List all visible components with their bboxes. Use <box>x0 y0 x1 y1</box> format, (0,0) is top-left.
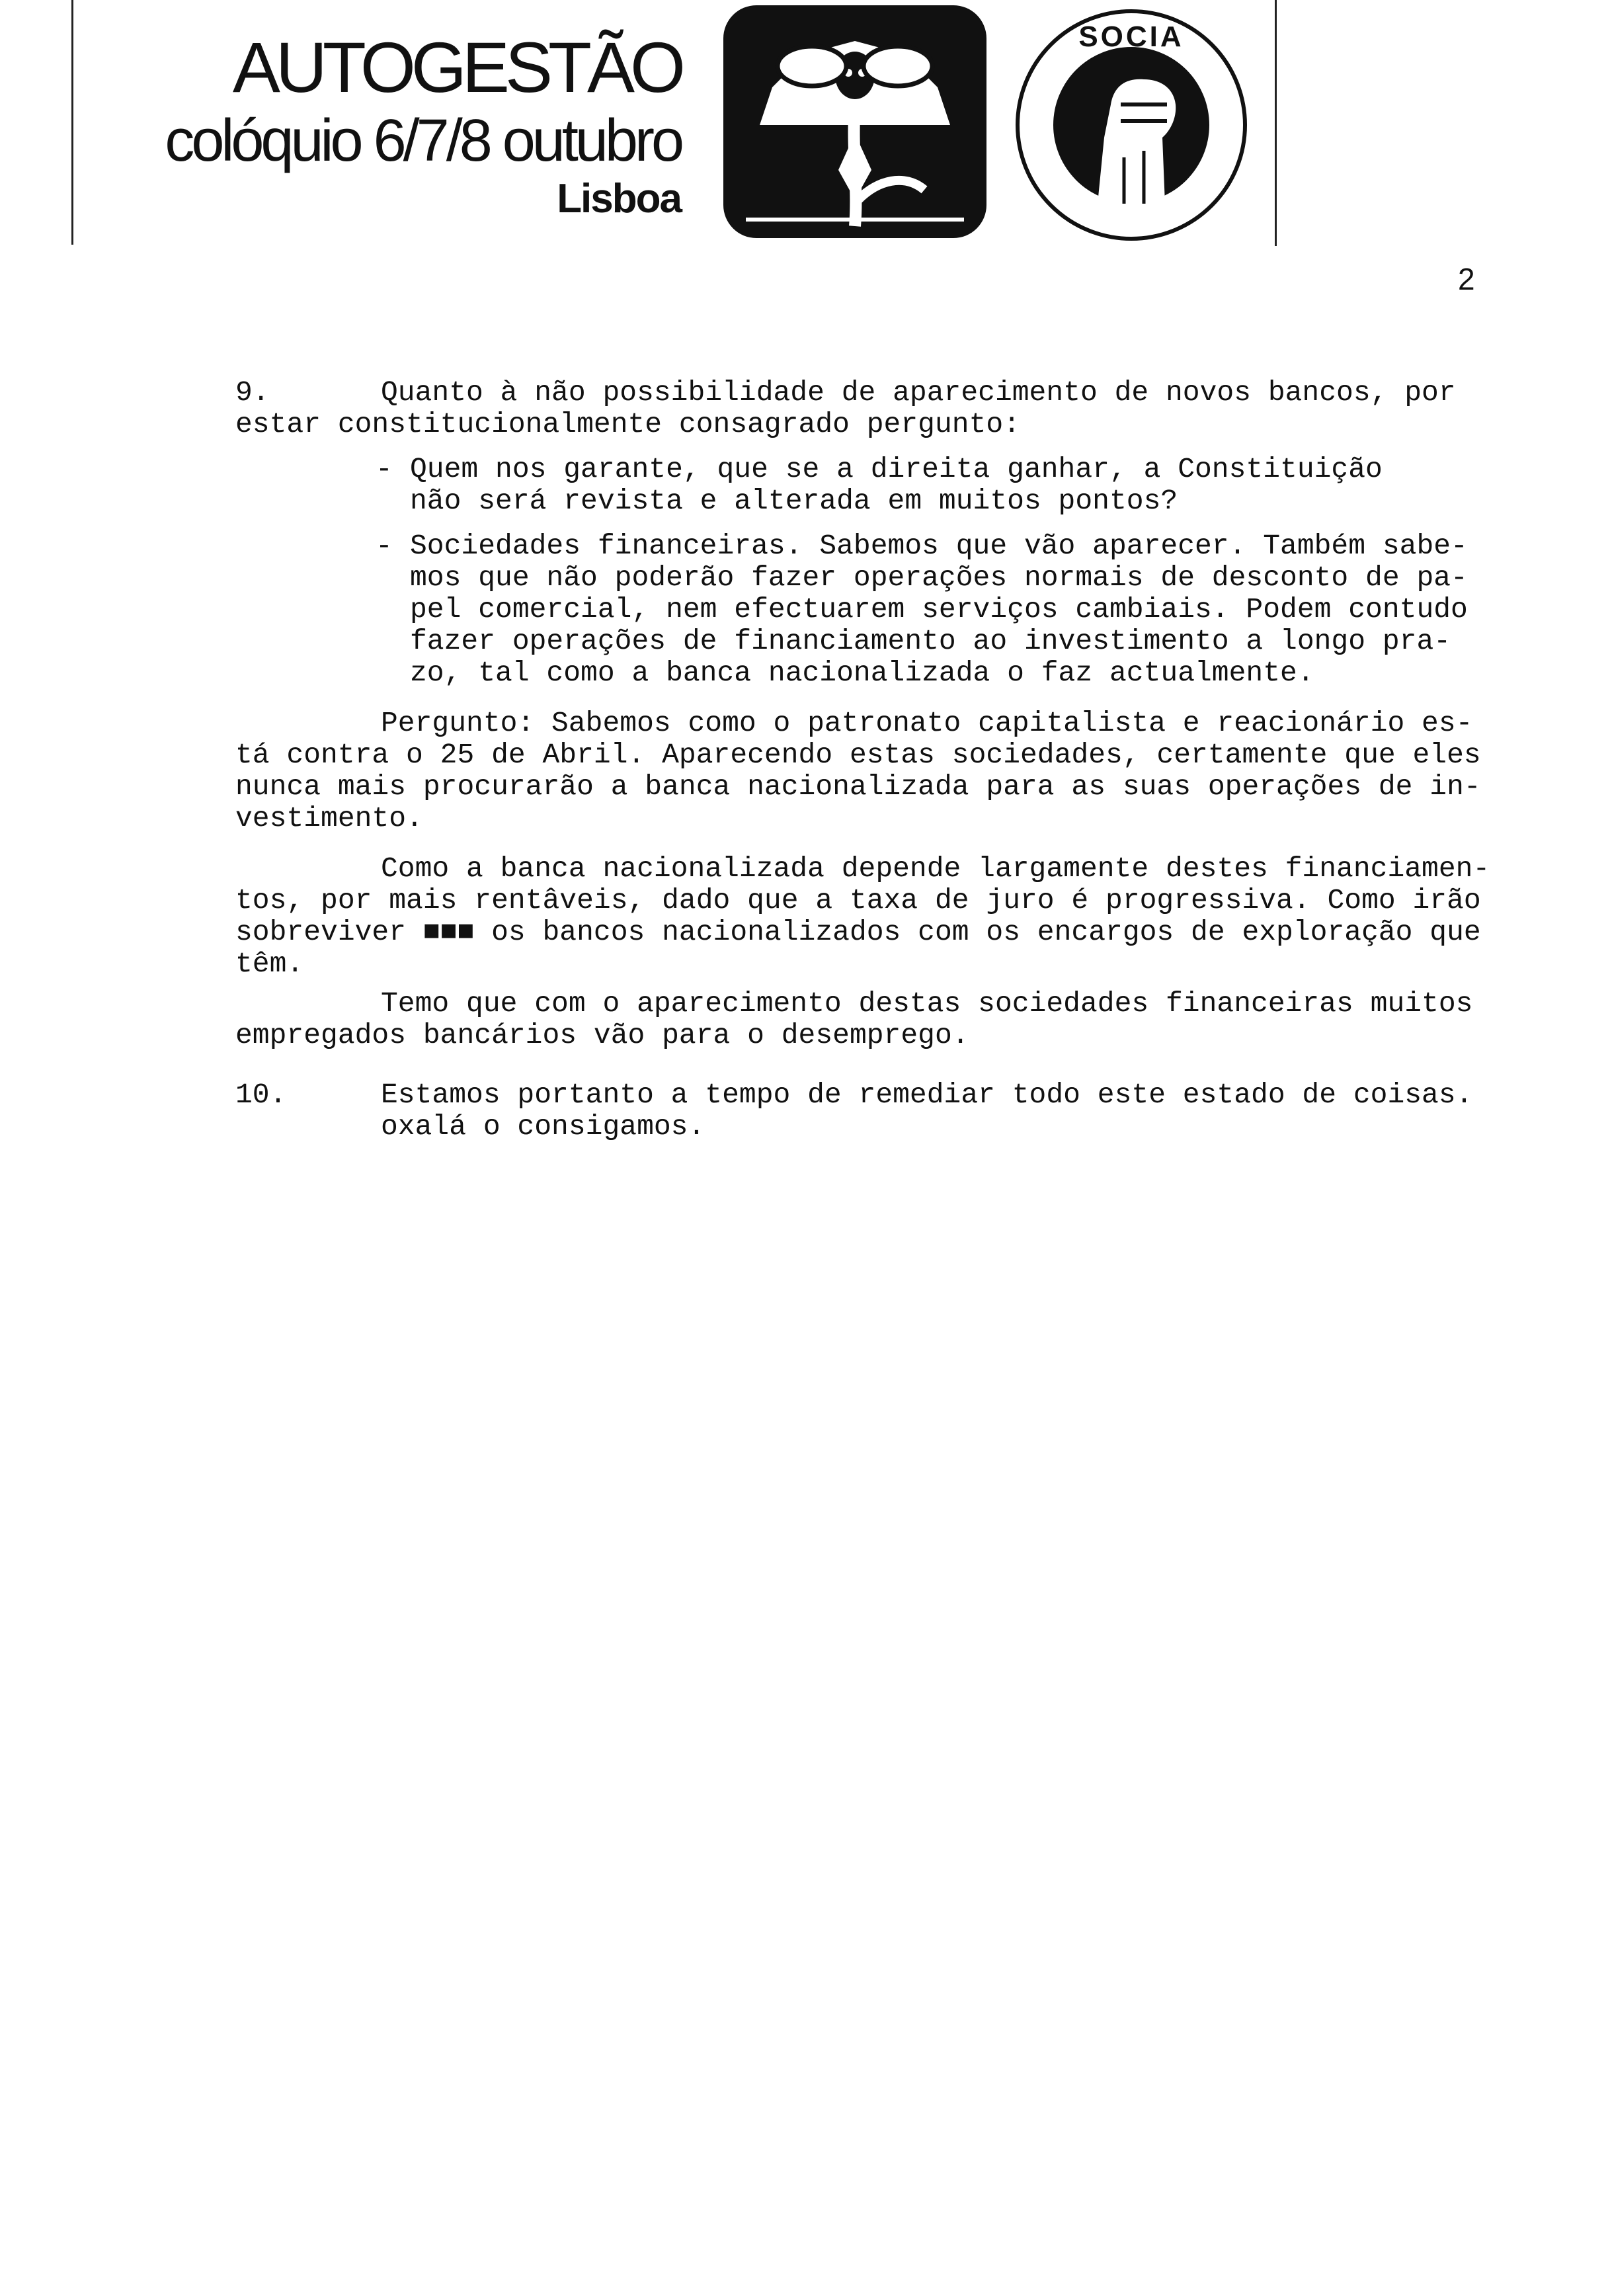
right-margin-line <box>1275 0 1277 246</box>
paragraph-line: tos, por mais rentâveis, dado que a taxa de juro é progressiva. Como irão <box>235 884 1481 917</box>
paragraph-line: tá contra o 25 de Abril. Aparecendo estas sociedades, certamente que eles <box>235 739 1481 771</box>
letterhead-city: Lisboa <box>557 176 681 222</box>
bullet-line: zo, tal como a banca nacionalizada o faz actualmente. <box>410 657 1314 689</box>
document-body <box>235 377 1584 1143</box>
item-number: 9. <box>235 376 270 409</box>
bullet-item <box>376 530 1584 689</box>
paragraph-pergunto <box>235 708 1584 835</box>
item-10-first-line <box>235 1079 1584 1111</box>
letterhead-subtitle: colóquio 6/7/8 outubro <box>165 108 681 174</box>
bullet-line: pel comercial, nem efectuarem serviços cambiais. Podem contudo <box>410 593 1468 626</box>
paragraph-line: vestimento. <box>235 802 423 835</box>
paragraph-line: Pergunto: Sabemos como o patronato capitalista e reacionário es- <box>381 707 1473 739</box>
item-number: 10. <box>235 1079 287 1111</box>
paragraph-line: empregados bancários vão para o desemprego. <box>235 1019 969 1051</box>
paragraph-line: sobreviver ■■■ os bancos nacionalizados com os encargos de exploração que <box>235 916 1481 948</box>
bullet-dash: - <box>376 530 393 562</box>
item-9-lead <box>235 377 1584 409</box>
paragraph-line: Temo que com o aparecimento destas sociedades financeiras muitos <box>381 987 1473 1020</box>
item-9-lead-line1: Quanto à não possibilidade de aparecimento de novos bancos, por <box>381 376 1456 409</box>
paragraph-line: Estamos portanto a tempo de remediar todo este estado de coisas. <box>381 1079 1473 1111</box>
bullet-line: fazer operações de financiamento ao investimento a longo pra- <box>410 625 1451 657</box>
partido-socialista-fist-logo <box>1012 5 1251 245</box>
paragraph-line: Como a banca nacionalizada depende largamente destes financiamen- <box>381 852 1490 885</box>
bullet-dash: - <box>376 453 393 485</box>
bullet-line: Quem nos garante, que se a direita ganhar, a Constituição <box>410 453 1383 485</box>
bullet-line: Sociedades financeiras. Sabemos que vão aparecer. Também sabe- <box>410 530 1468 562</box>
bullet-text <box>410 454 1383 517</box>
paragraph-temo <box>235 988 1584 1051</box>
item-10 <box>235 1079 1584 1143</box>
paragraph-line: oxalá o consigamos. <box>381 1110 705 1143</box>
logo-arc-text-top: SOCIA <box>1078 20 1184 53</box>
left-margin-line <box>71 0 73 245</box>
paragraph-banca <box>235 853 1584 980</box>
bullet-text <box>410 530 1468 689</box>
paragraph-line: têm. <box>235 948 304 980</box>
item-9-lead-line2: estar constitucionalmente consagrado pergunto: <box>235 408 1020 440</box>
bullet-line: não será revista e alterada em muitos pontos? <box>410 485 1178 517</box>
autogestao-flower-logo <box>719 1 990 242</box>
paragraph-line: nunca mais procurarão a banca nacionalizada para as suas operações de in- <box>235 770 1481 803</box>
bullet-line: mos que não poderão fazer operações normais de desconto de pa- <box>410 561 1468 594</box>
bullet-item <box>376 454 1584 517</box>
letterhead-title: AUTOGESTÃO <box>232 27 681 107</box>
page-number: 2 <box>1458 262 1475 296</box>
